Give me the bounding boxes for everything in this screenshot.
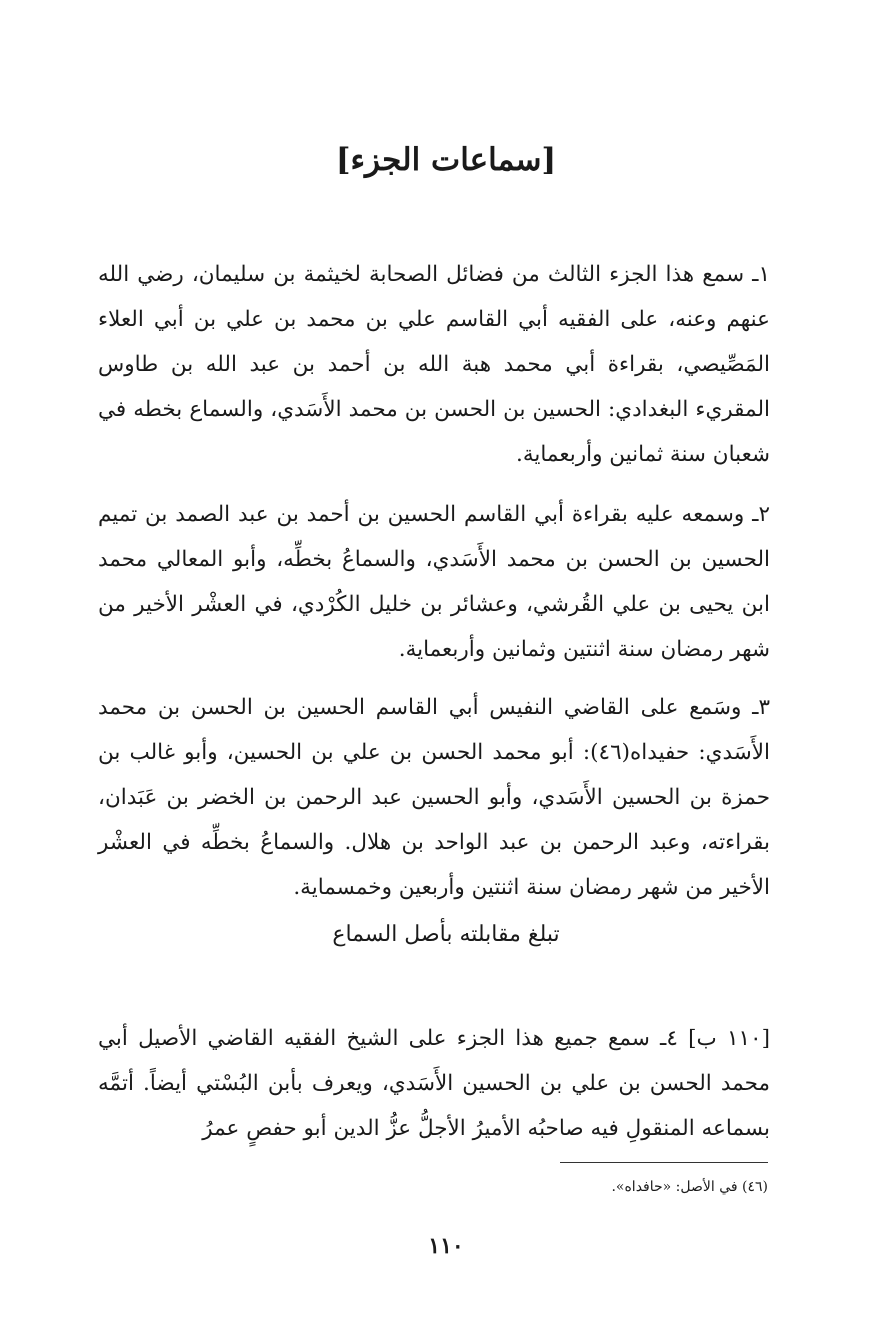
footnote-divider <box>560 1162 768 1163</box>
paragraph-1 <box>98 252 770 477</box>
paragraph-3-text: ٣ـ وسَمع على القاضي النفيس أبي القاسم الحسين بن الحسن بن محمد الأَسَدي: حفيداه(٤٦): أبو محمد الحسن بن علي بن الحسين، وأبو غالب بن حمزة بن الحسين الأَسَدي، وأبو الحسين عبد الرحمن بن الخضر بن عَبَدان، بقراءته، وعبد الرحمن بن عبد الواحد بن هلال. والسماعُ بخطِّه في العشْر الأخير من شهر رمضان سنة اثنتين وأربعين وخمسماية. <box>98 695 770 900</box>
collation-note: تبلغ مقابلته بأصل السماع <box>332 922 560 947</box>
section-heading: [سماعات الجزء] <box>335 142 557 178</box>
paragraph-2-text: ٢ـ وسمعه عليه بقراءة أبي القاسم الحسين بن أحمد بن عبد الصمد بن تميم الحسين بن الحسن بن محمد الأَسَدي، والسماعُ بخطِّه، وأبو المعالي محمد ابن يحيى بن علي القُرشي، وعشائر بن خليل الكُرْدي، في العشْر الأخير من شهر رمضان سنة اثنتين وثمانين وأربعماية. <box>98 502 770 662</box>
paragraph-4 <box>98 1016 770 1151</box>
page-number: ١١٠ <box>428 1233 464 1259</box>
paragraph-4-text: [١١٠ ب] ٤ـ سمع جميع هذا الجزء على الشيخ الفقيه القاضي الأصيل أبي محمد الحسن بن علي بن الحسين الأَسَدي، ويعرف بأبن البُسْتي أيضاً. أتمَّه بسماعه المنقولِ فيه صاحبُه الأميرُ الأجلُّ عزُّ الدين أبو حفصٍ عمرُ <box>98 1026 770 1141</box>
paragraph-1-text: ١ـ سمع هذا الجزء الثالث من فضائل الصحابة لخيثمة بن سليمان، رضي الله عنهم وعنه، على الفقيه أبي القاسم علي بن محمد بن علي بن أبي العلاء المَصِّيصي، بقراءة أبي محمد هبة الله بن أحمد بن عبد الله بن طاوس المقريء البغدادي: الحسين بن الحسن بن محمد الأَسَدي، والسماع بخطه في شعبان سنة ثمانين وأربعماية. <box>98 262 770 467</box>
paragraph-2 <box>98 492 770 672</box>
footnote: (٤٦) في الأصل: «حافداه». <box>611 1179 768 1195</box>
paragraph-3 <box>98 685 770 910</box>
